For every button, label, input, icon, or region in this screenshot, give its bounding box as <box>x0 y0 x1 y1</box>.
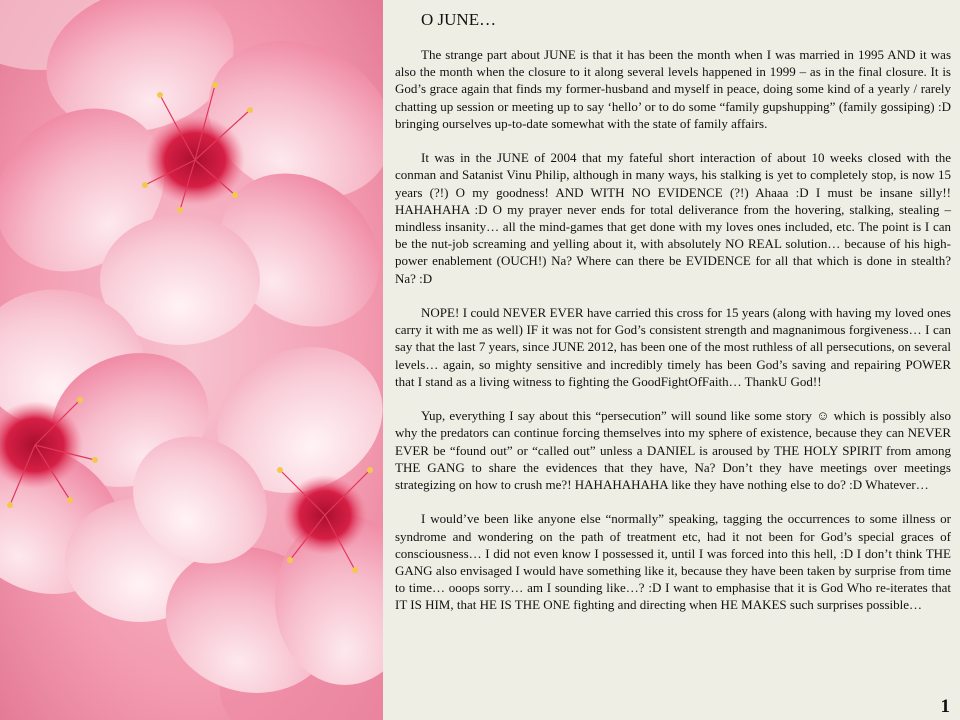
paragraph-4: Yup, everything I say about this “persecution” will sound like some story ☺ which is possibly also why the predators can continue forcing themselves into my sphere of existence, because they can NEVER EVER be “found out” or “called out” unless a DANIEL is aroused by THE HOLY SPIRIT from among THE GANG to share the evidences that they have, Na? Don’t they have meetings over meetings strategizing on how to crush me?! HAHAHAHAHA like they have nothing else to do? :D Whatever… <box>395 408 951 493</box>
paragraph-2: It was in the JUNE of 2004 that my fateful short interaction of about 10 weeks closed with the conman and Satanist Vinu Philip, although in many ways, his stalking is yet to completely stop, is now 15 years (?!) O my goodness! AND WITH NO EVIDENCE (?!) Ahaaa :D I must be insane silly!! HAHAHAHA :D O my prayer never ends for total deliverance from the hovering, stalking, stealing – mindless insanity… all the mind-games that get done with my loves ones included, etc. The point is I can be the nut-job screaming and yelling about it, with absolutely NO REAL solution… because of his high-power enablement (OUCH!) Na? Where can there be EVIDENCE for all that which is done in stealth? Na? :D <box>395 150 951 286</box>
paragraph-5: I would’ve been like anyone else “normally” speaking, tagging the occurrences to some illness or syndrome and wondering on the path of treatment etc, had it not been for God’s special graces of consciousness… I did not even know I possessed it, until I was forced into this hell, :D I don’t think THE GANG also envisaged I would have something like it, because they have been taken by surprise from time to time… ooops sorry… am I sounding like…? :D I want to emphasise that it is God Who re-iterates that IT IS HIM, that HE IS THE ONE fighting and directing when HE MAKES such surprises possible… <box>395 511 951 613</box>
paragraph-1: The strange part about JUNE is that it has been the month when I was married in 1995 AND it was also the month when the closure to it along several levels happened in 1999 – as in the final closure. It is God’s grace again that finds my former-husband and myself in peace, doing some kind of a yearly / rarely chatting up session or meeting up to say ‘hello’ or to do some “family gupshupping” (family gossiping) :D bringing ourselves up-to-date somewhat with the state of family affairs. <box>395 47 951 131</box>
text-column <box>383 0 960 720</box>
page-title: O JUNE… <box>421 10 497 29</box>
cherry-blossom-illustration <box>0 0 383 720</box>
cherry-blossom-image <box>0 0 383 720</box>
page-number: 1 <box>940 696 950 717</box>
paragraph-3: NOPE! I could NEVER EVER have carried this cross for 15 years (along with having my loved ones carry it with me as well) IF it was not for God’s consistent strength and magnanimous forgiveness… I can say that the last 7 years, since JUNE 2012, has been one of the most ruthless of all persecutions, on several levels… again, so mighty sensitive and incredibly timely has been God’s saving and repairing POWER that I stand as a living witness to fighting the GoodFightOfFaith… ThankU God!! <box>395 305 951 389</box>
body-text <box>395 46 951 631</box>
